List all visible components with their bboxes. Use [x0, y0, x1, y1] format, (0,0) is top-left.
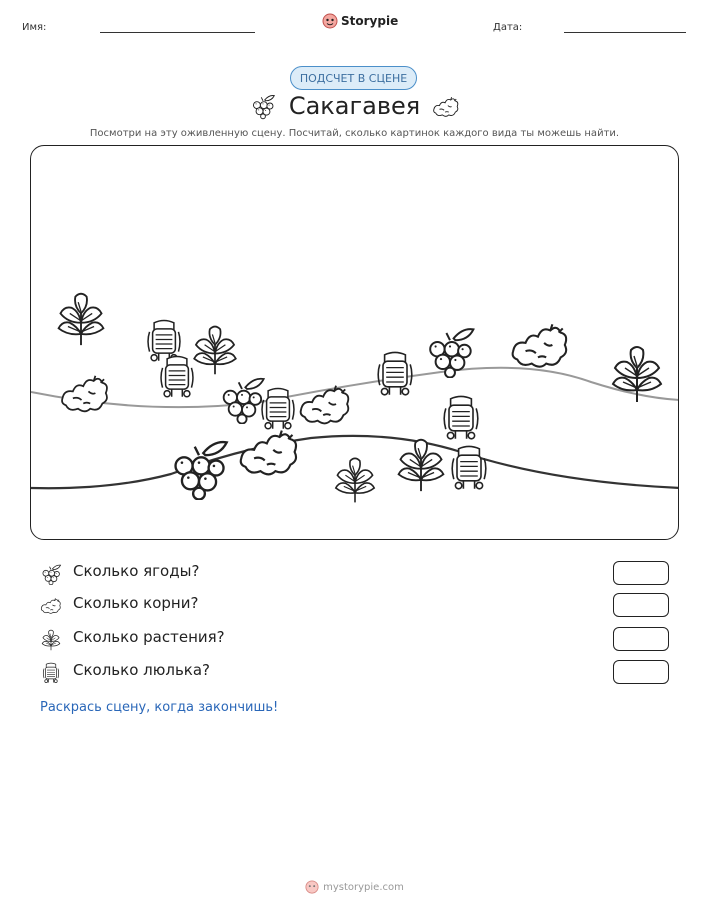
question-row	[40, 660, 680, 686]
question-text: Сколько ягоды?	[73, 562, 200, 580]
ginger-root-icon	[301, 386, 349, 424]
logo-text: Storypie	[341, 14, 399, 28]
scene-frame	[30, 145, 679, 540]
footer-url[interactable]: mystorypie.com	[323, 881, 404, 893]
date-label: Дата:	[493, 22, 523, 33]
ginger-root-icon	[40, 595, 62, 617]
cradleboard-icon	[262, 388, 294, 428]
berries-icon	[40, 563, 62, 585]
cradleboard-icon	[148, 320, 180, 360]
question-text: Сколько корни?	[73, 594, 199, 612]
plant-icon	[40, 629, 62, 651]
question-text: Сколько растения?	[73, 628, 225, 646]
cradleboard-icon	[452, 446, 486, 488]
question-row	[40, 593, 680, 619]
page-title: Сакагавея	[288, 92, 421, 120]
ginger-root-icon	[241, 431, 296, 475]
name-line[interactable]	[100, 32, 255, 33]
cradleboard-icon	[378, 352, 412, 394]
cradleboard-icon	[444, 396, 478, 438]
plant-icon	[336, 458, 374, 502]
footer	[0, 880, 709, 894]
plant-icon	[59, 294, 104, 345]
coloring-instruction: Раскрась сцену, когда закончишь!	[40, 700, 279, 715]
berries-icon	[176, 442, 227, 499]
berries-icon	[430, 329, 473, 377]
page-subtitle: Посмотри на эту оживленную сцену. Посчитай, сколько картинок каждого вида ты можешь найти.	[89, 128, 620, 139]
ginger-root-icon	[432, 95, 460, 119]
storypie-logo	[322, 13, 398, 29]
scene-illustration	[31, 146, 679, 540]
plant-icon	[399, 440, 444, 491]
answer-box-berries[interactable]	[613, 561, 669, 585]
plant-icon	[613, 347, 661, 402]
berries-icon	[224, 379, 264, 424]
ginger-root-icon	[513, 324, 567, 366]
name-label: Имя:	[22, 22, 47, 33]
answer-box-roots[interactable]	[613, 593, 669, 617]
question-row	[40, 561, 680, 587]
storypie-logo-icon	[322, 13, 338, 29]
answer-box-cradles[interactable]	[613, 660, 669, 684]
storypie-logo-icon	[305, 880, 319, 894]
cradleboard-icon	[161, 356, 193, 396]
date-line[interactable]	[564, 32, 686, 33]
worksheet-type-badge: ПОДСЧЕТ В СЦЕНЕ	[290, 66, 417, 90]
question-text: Сколько люлька?	[73, 661, 210, 679]
ginger-root-icon	[62, 376, 107, 412]
question-row	[40, 627, 680, 653]
plant-icon	[194, 327, 236, 375]
cradleboard-icon	[40, 662, 62, 684]
answer-box-plants[interactable]	[613, 627, 669, 651]
